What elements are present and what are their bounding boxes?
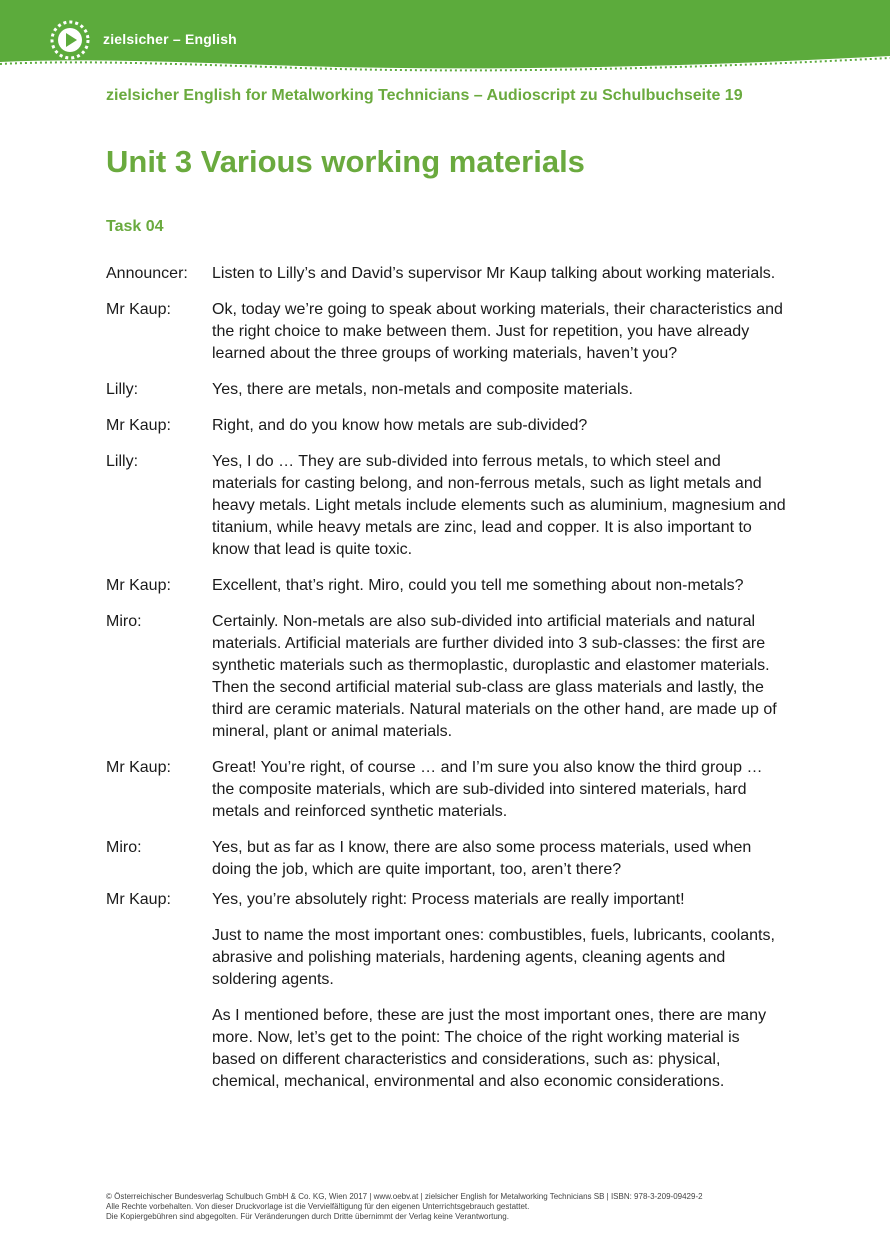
task-label: Task 04 — [106, 218, 164, 235]
speaker: Mr Kaup: — [106, 577, 171, 594]
speaker: Mr Kaup: — [106, 891, 171, 908]
dialogue-line — [106, 263, 786, 299]
copyright-footer — [106, 1192, 806, 1222]
dialogue-text: Yes, there are metals, non-metals and composite materials. — [212, 381, 633, 398]
dialogue-line — [106, 611, 786, 757]
dialogue-line — [106, 451, 786, 575]
speaker: Announcer: — [106, 265, 188, 282]
speaker: Mr Kaup: — [106, 301, 171, 318]
dialogue-line — [106, 837, 786, 889]
footer-line: Alle Rechte vorbehalten. Von dieser Druckvorlage ist die Vervielfältigung für den eigenen Unterrichtsgebrauch gestattet. — [106, 1202, 530, 1211]
brand-name: zielsicher – English — [103, 31, 237, 47]
speaker: Miro: — [106, 613, 142, 630]
dialogue-line — [106, 757, 786, 837]
dialogue-text: Yes, you’re absolutely right: Process materials are really important! — [212, 891, 685, 908]
footer-line: Die Kopiergebühren sind abgegolten. Für Veränderungen durch Dritte übernimmt der Verlag keine Verantwortung. — [106, 1212, 509, 1221]
speaker: Mr Kaup: — [106, 759, 171, 776]
document-subtitle: zielsicher English for Metalworking Technicians – Audioscript zu Schulbuchseite 19 — [106, 87, 743, 104]
speaker: Mr Kaup: — [106, 417, 171, 434]
dialogue-text: Yes, I do … They are sub-divided into ferrous metals, to which steel and materials for casting belong, and non-ferrous metals, such as light metals and heavy metals. Light metals include elements such as aluminium, magnesium and titanium, while heavy metals are zinc, lead and copper. It is also important to know that lead is quite toxic. — [212, 453, 786, 558]
dialogue-text: Ok, today we’re going to speak about working materials, their characteristics and the right choice to make between them. Just for repetition, you have already learned about the three groups of working materials, haven’t you? — [212, 301, 783, 362]
dialogue-text: As I mentioned before, these are just the most important ones, there are many more. Now, let’s get to the point: The choice of the right working material is based on different characteristics and considerations, such as: physical, chemical, mechanical, environmental and also economic considerations. — [212, 1007, 767, 1090]
dialogue-line — [106, 575, 786, 611]
dialogue-text: Excellent, that’s right. Miro, could you tell me something about non-metals? — [212, 577, 744, 594]
dialogue-line — [106, 415, 786, 451]
dialogue-line — [106, 299, 786, 379]
dialogue-text: Right, and do you know how metals are sub-divided? — [212, 417, 588, 434]
speaker: Lilly: — [106, 453, 139, 470]
dialogue-line — [106, 379, 786, 415]
dialogue-text: Yes, but as far as I know, there are also some process materials, used when doing the job, which are quite important, too, aren’t there? — [212, 839, 752, 878]
dialogue-text: Listen to Lilly’s and David’s supervisor Mr Kaup talking about working materials. — [212, 265, 776, 282]
page-title: Unit 3 Various working materials — [106, 144, 585, 179]
speaker: Miro: — [106, 839, 142, 856]
speaker: Lilly: — [106, 381, 139, 398]
footer-line: © Österreichischer Bundesverlag Schulbuch GmbH & Co. KG, Wien 2017 | www.oebv.at | zielsicher English for Metalworking Technicians SB | ISBN: 978-3-209-09429-2 — [106, 1192, 703, 1201]
dialogue-text: Just to name the most important ones: combustibles, fuels, lubricants, coolants, abrasive and polishing materials, hardening agents, cleaning agents and soldering agents. — [212, 927, 775, 988]
dialogue-line — [106, 889, 786, 1107]
dialogue — [106, 263, 786, 1107]
dialogue-text: Great! You’re right, of course … and I’m sure you also know the third group … the composite materials, which are sub-divided into sintered materials, hard metals and reinforced synthetic materials. — [212, 759, 763, 820]
dialogue-text: Certainly. Non-metals are also sub-divided into artificial materials and natural materials. Artificial materials are further divided into 3 sub-classes: the first are synthetic materials such as thermoplastic, duroplastic and elastomer materials. Then the second artificial material sub-class are glass materials and lastly, the third are ceramic materials. Natural materials on the other hand, are made up of mineral, plant or animal materials. — [212, 613, 777, 740]
